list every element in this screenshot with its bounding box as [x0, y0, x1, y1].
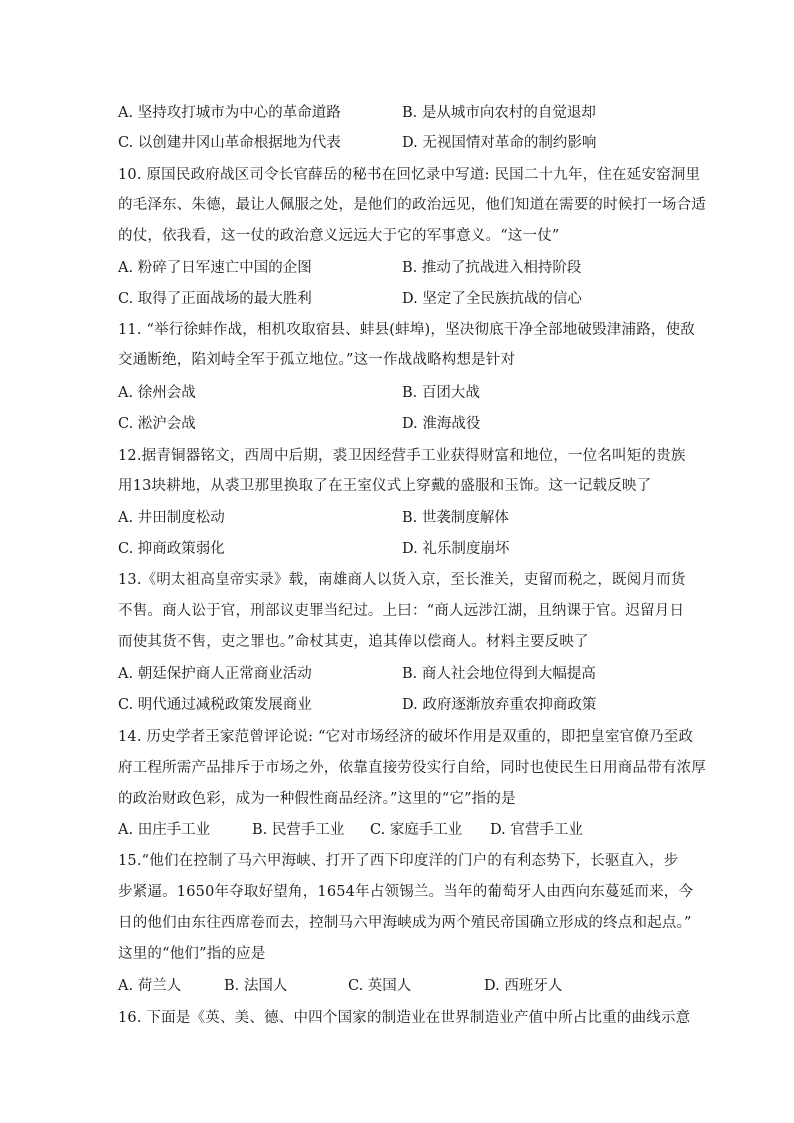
q9-option-b[interactable]: B. 是从城市向农村的自觉退却 [402, 105, 596, 121]
q15-option-d[interactable]: D. 西班牙人 [484, 978, 563, 994]
q11-stem-line-1: 11. “举行徐蚌作战，相机攻取宿县、蚌县(蚌埠)，坚决彻底干净全部地破毁津浦路，使敌 [118, 322, 695, 338]
q12-option-c[interactable]: C. 抑商政策弱化 [118, 541, 225, 557]
q15-stem-line-3: 日的他们由东往西席卷而去，控制马六甲海峡成为两个殖民帝国确立形成的终点和起点。” [118, 915, 692, 931]
q14-stem-line-2: 府工程所需产品排斥于市场之外，依靠直接劳役实行自给，同时也使民生日用商品带有浓厚 [118, 760, 706, 776]
q15-stem-line-4: 这里的“他们”指的应是 [118, 946, 266, 962]
q14-option-c[interactable]: C. 家庭手工业 [370, 822, 463, 838]
q10-option-a[interactable]: A. 粉碎了日军速亡中国的企图 [118, 260, 312, 276]
q11-option-a[interactable]: A. 徐州会战 [118, 385, 196, 401]
q13-stem-line-2: 不售。商人讼于官，刑部议吏罪当纪过。上曰：“商人远涉江湖，且纳课于官。迟留月日 [118, 603, 685, 619]
q11-option-c[interactable]: C. 淞沪会战 [118, 416, 196, 432]
q15-stem-line-1: 15.“他们在控制了马六甲海峡、打开了西下印度洋的门户的有利态势下，长驱直入，步 [118, 853, 679, 869]
q12-option-b[interactable]: B. 世袭制度解体 [402, 510, 509, 526]
q13-option-b[interactable]: B. 商人社会地位得到大幅提高 [402, 666, 596, 682]
q13-option-c[interactable]: C. 明代通过减税政策发展商业 [118, 697, 312, 713]
q14-option-a[interactable]: A. 田庄手工业 [118, 822, 211, 838]
q11-option-d[interactable]: D. 淮海战役 [402, 416, 481, 432]
q11-option-b[interactable]: B. 百团大战 [402, 385, 480, 401]
q13-option-d[interactable]: D. 政府逐渐放弃重农抑商政策 [402, 697, 597, 713]
q10-option-c[interactable]: C. 取得了正面战场的最大胜利 [118, 291, 312, 307]
q13-stem-line-1: 13.《明太祖高皇帝实录》载，南雄商人以货入京，至长淮关，吏留而税之，既阅月而货 [118, 572, 686, 588]
q10-stem-line-2: 的毛泽东、朱德，最让人佩服之处，是他们的政治远见，他们知道在需要的时候打一场合适 [118, 197, 706, 213]
q14-option-d[interactable]: D. 官营手工业 [490, 822, 583, 838]
q13-stem-line-3: 而使其货不售，吏之罪也。”命杖其吏，追其俸以偿商人。材料主要反映了 [118, 634, 589, 650]
q15-option-b[interactable]: B. 法国人 [224, 978, 288, 994]
q12-stem-line-2: 用13块耕地，从裘卫那里换取了在王室仪式上穿戴的盛服和玉饰。这一记载反映了 [118, 478, 652, 494]
q10-option-d[interactable]: D. 坚定了全民族抗战的信心 [402, 291, 582, 307]
q11-stem-line-2: 交通断绝，陷刘峙全军于孤立地位。”这一作战战略构想是针对 [118, 352, 516, 368]
q12-stem-line-1: 12.据青铜器铭文，西周中后期，裘卫因经营手工业获得财富和地位，一位名叫矩的贵族 [118, 448, 686, 464]
q15-option-c[interactable]: C. 英国人 [348, 978, 412, 994]
q12-option-d[interactable]: D. 礼乐制度崩坏 [402, 541, 510, 557]
q14-stem-line-3: 的政治财政色彩，成为一种假性商品经济。”这里的“它”指的是 [118, 791, 516, 807]
q14-option-b[interactable]: B. 民营手工业 [252, 822, 345, 838]
q15-option-a[interactable]: A. 荷兰人 [118, 978, 182, 994]
q10-stem-line-1: 10. 原国民政府战区司令长官薛岳的秘书在回忆录中写道: 民国二十九年，住在延安窑洞里 [118, 167, 701, 183]
q9-option-a[interactable]: A. 坚持攻打城市为中心的革命道路 [118, 105, 341, 121]
q9-option-d[interactable]: D. 无视国情对革命的制约影响 [402, 135, 597, 151]
q16-stem-line-1: 16. 下面是《英、美、德、中四个国家的制造业在世界制造业产值中所占比重的曲线示意 [118, 1010, 691, 1026]
q9-option-c[interactable]: C. 以创建井冈山革命根据地为代表 [118, 135, 341, 151]
q10-option-b[interactable]: B. 推动了抗战进入相持阶段 [402, 260, 582, 276]
q12-option-a[interactable]: A. 井田制度松动 [118, 510, 225, 526]
q13-option-a[interactable]: A. 朝廷保护商人正常商业活动 [118, 666, 312, 682]
q15-stem-line-2: 步紧逼。1650年夺取好望角，1654年占领锡兰。当年的葡萄牙人由西向东蔓延而来，今 [118, 884, 694, 900]
q14-stem-line-1: 14. 历史学者王家范曾评论说: “它对市场经济的破坏作用是双重的，即把皇室官僚乃至政 [118, 729, 694, 745]
q10-stem-line-3: 的仗，依我看，这一仗的政治意义远远大于它的军事意义。“这一仗” [118, 228, 560, 244]
